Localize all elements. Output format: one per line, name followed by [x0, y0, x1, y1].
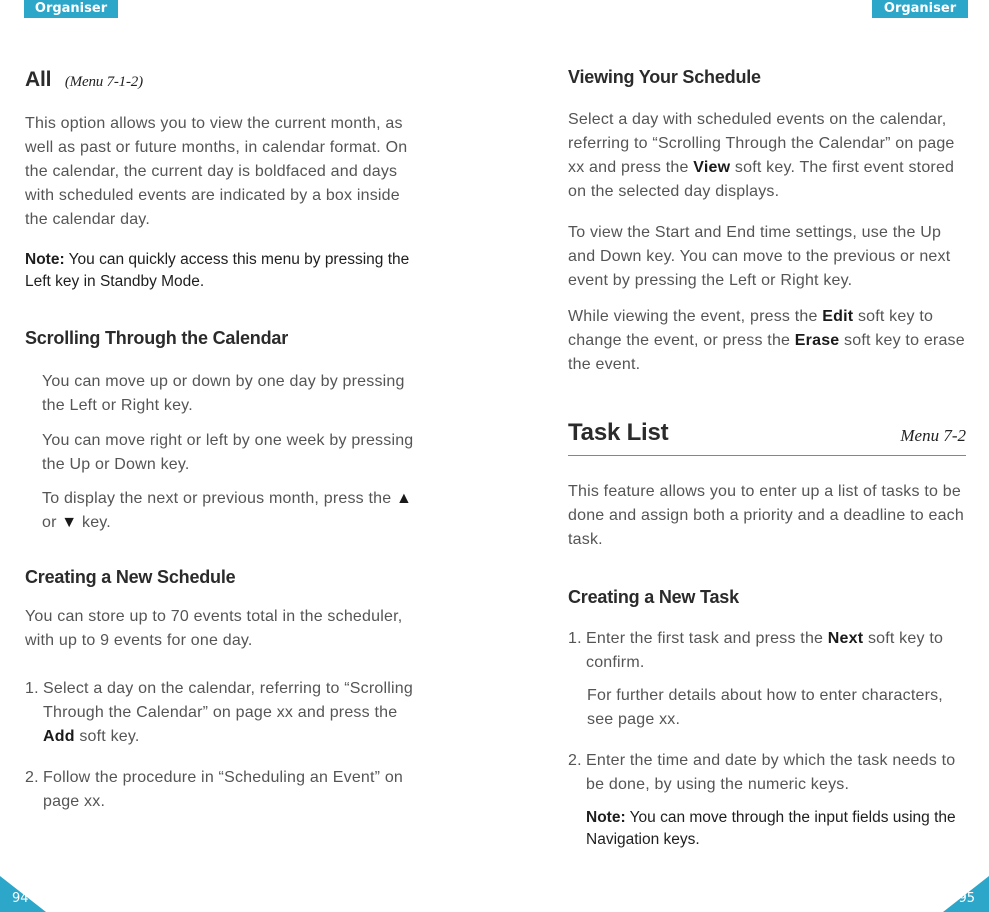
viewing-schedule-heading: Viewing Your Schedule — [568, 67, 761, 87]
viewing-para-3-a: While viewing the event, press the — [568, 308, 818, 325]
note-text: You can move through the input fields using the Navigation keys. — [586, 809, 956, 848]
all-description: This option allows you to view the current month, as well as past or future months, in calendar format. On the calendar, the current day is boldfaced and days with scheduled events are indicated by a box inside the calendar day. — [25, 115, 408, 228]
all-title: All — [25, 68, 52, 91]
edit-key-label: Edit — [822, 308, 854, 325]
scroll-para-3 — [42, 487, 417, 535]
viewing-para-3-c: soft key to erase the event. — [568, 332, 965, 373]
scroll-para-3-or: or — [42, 514, 57, 531]
step-1-text: Select a day on the calendar, referring to “Scrolling Through the Calendar” on page xx and press the — [43, 680, 413, 721]
task-note — [586, 807, 964, 851]
viewing-para-2: To view the Start and End time settings, use the Up and Down key. You can move to the previous or next event by pressing the Left or Right key. — [568, 224, 951, 289]
note-label: Note: — [586, 809, 626, 826]
next-key-label: Next — [827, 630, 864, 647]
down-arrow-icon: ▼ — [61, 514, 78, 531]
step-2-text: Follow the procedure in “Scheduling an Event” on page xx. — [43, 769, 404, 810]
viewing-para-1 — [568, 108, 966, 204]
viewing-para-1-b: soft key. The first event stored on the selected day displays. — [568, 159, 955, 200]
page-number-left: 94 — [12, 891, 29, 906]
task-step-1-detail: For further details about how to enter characters, see page xx. — [587, 687, 943, 728]
up-arrow-icon: ▲ — [396, 490, 413, 507]
section-tab-left: Organiser — [24, 0, 118, 18]
scroll-para-2: You can move right or left by one week by pressing the Up or Down key. — [42, 432, 414, 473]
scroll-para-3-a: To display the next or previous month, press the — [42, 490, 392, 507]
step-1-text-end: soft key. — [79, 728, 140, 745]
viewing-para-3 — [568, 305, 966, 377]
task-step-2 — [568, 749, 966, 797]
viewing-para-3-b: soft key to change the event, or press the — [568, 308, 934, 349]
section-tab-right: Organiser — [872, 0, 968, 18]
task-step-1-text-end: soft key to confirm. — [586, 630, 944, 671]
schedule-step-2 — [25, 766, 417, 814]
section-divider — [568, 455, 966, 456]
note-label: Note: — [25, 251, 65, 268]
task-list-menu-ref: Menu 7-2 — [900, 426, 966, 445]
all-menu-ref: (Menu 7-1-2) — [64, 74, 143, 90]
scroll-heading: Scrolling Through the Calendar — [25, 328, 289, 348]
erase-key-label: Erase — [794, 332, 840, 349]
step-number: 1. — [25, 680, 39, 697]
creating-task-heading: Creating a New Task — [568, 587, 739, 607]
task-list-description: This feature allows you to enter up a list of tasks to be done and assign both a priority and a deadline to each task. — [568, 483, 964, 548]
step-number: 2. — [568, 752, 582, 769]
all-note — [25, 249, 415, 293]
viewing-para-1-a: Select a day with scheduled events on the calendar, referring to “Scrolling Through the Calendar” on page xx and press the — [568, 111, 955, 176]
add-key-label: Add — [43, 728, 75, 745]
create-schedule-heading: Creating a New Schedule — [25, 567, 236, 587]
step-number: 1. — [568, 630, 582, 647]
page-number-right: 95 — [958, 891, 975, 906]
view-key-label: View — [693, 159, 731, 176]
scroll-para-3-b: key. — [82, 514, 111, 531]
task-step-1-text: Enter the first task and press the — [586, 630, 824, 647]
scroll-para-1: You can move up or down by one day by pressing the Left or Right key. — [42, 373, 405, 414]
task-step-2-text: Enter the time and date by which the task needs to be done, by using the numeric keys. — [586, 752, 956, 793]
schedule-step-1 — [25, 677, 417, 749]
step-number: 2. — [25, 769, 39, 786]
create-schedule-description: You can store up to 70 events total in the scheduler, with up to 9 events for one day. — [25, 608, 403, 649]
task-list-heading: Task List — [568, 419, 669, 446]
note-text: You can quickly access this menu by pressing the Left key in Standby Mode. — [25, 251, 410, 290]
all-heading — [25, 68, 143, 92]
task-step-1 — [568, 627, 966, 675]
